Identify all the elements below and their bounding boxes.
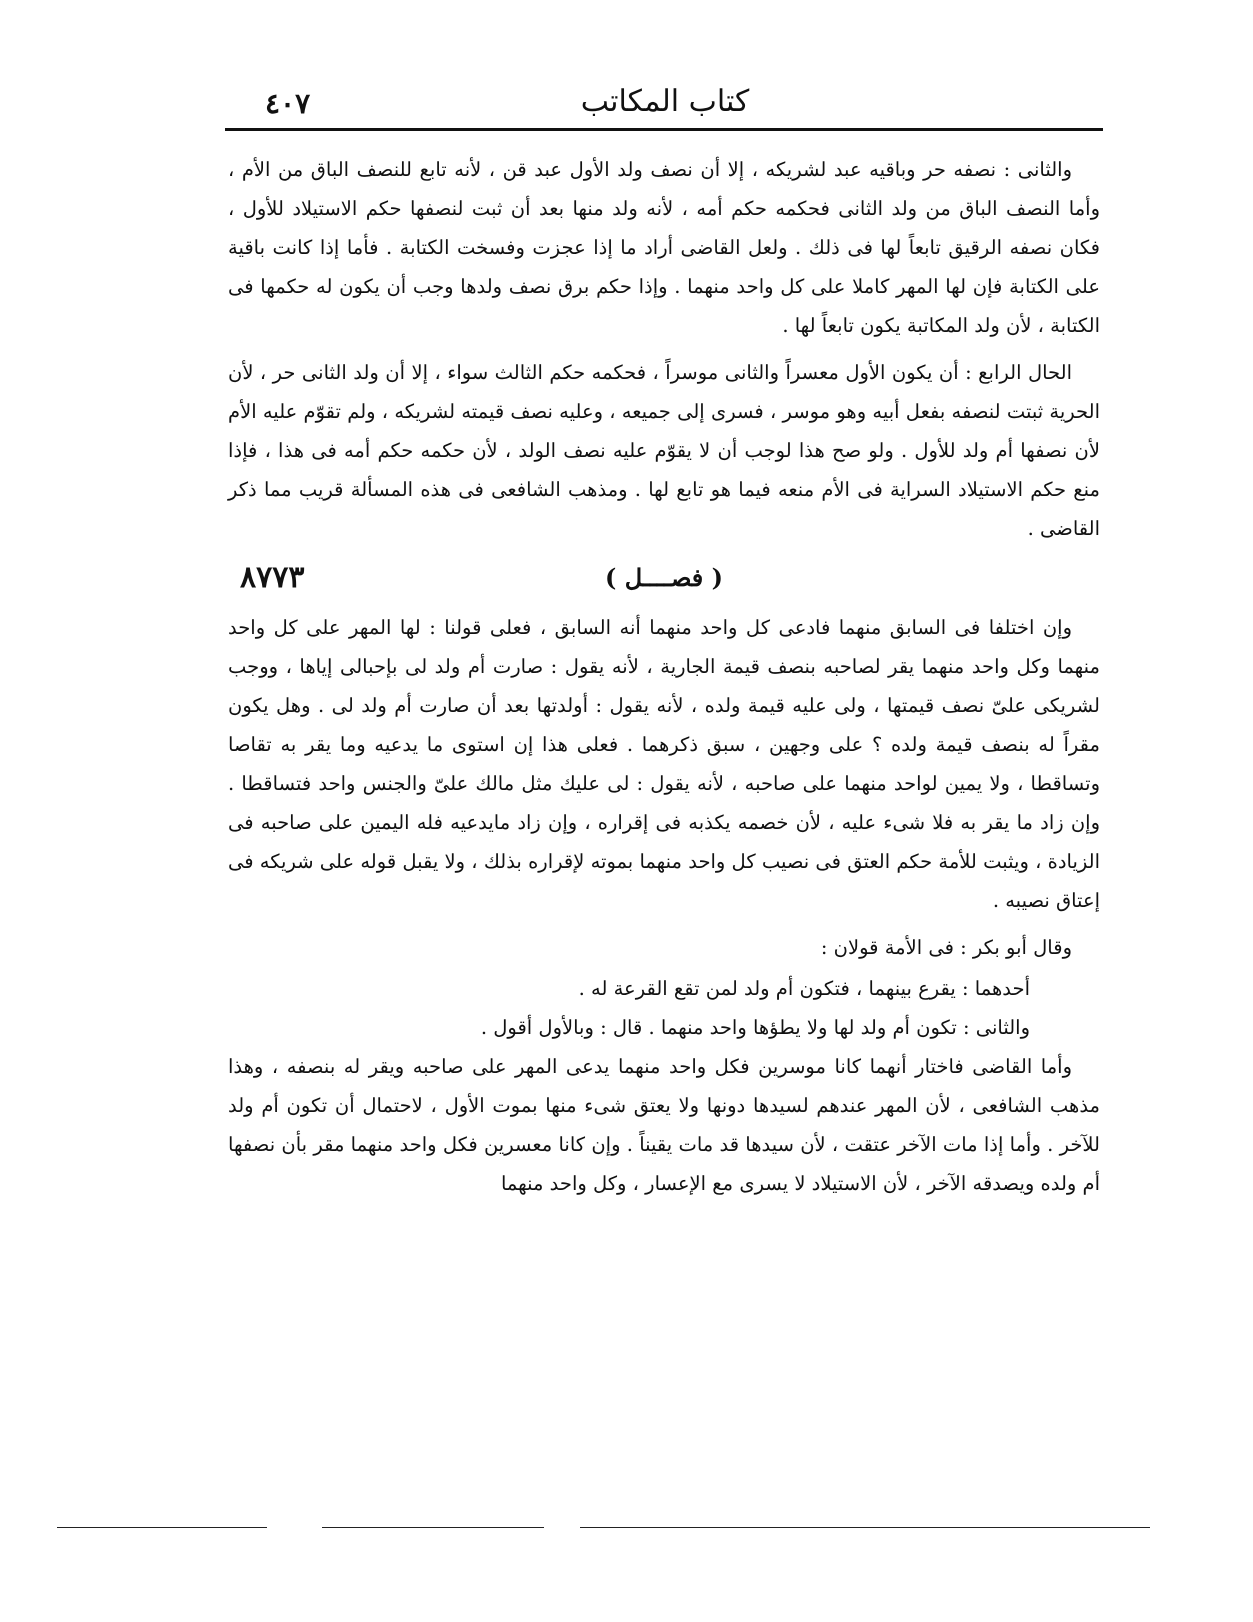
indented-line: والثانى : تكون أم ولد لها ولا يطؤها واحد منهما . قال : وبالأول أقول . [480, 1016, 1030, 1039]
header-divider [225, 128, 1103, 131]
section-title: ( فصــــل ) [604, 563, 723, 592]
paragraph: الحال الرابع : أن يكون الأول معسراً والثانى موسراً ، فحكمه حكم الثالث سواء ، إلا أن ولد الثانى حر ، لأن الحرية ثبتت لنصفه بفعل أبيه وهو موسر ، فسرى إلى جميعه ، وعليه نصف قيمته لشريكه ، ولم تقوّم عليه الأم لأن نصفها أم ولد للأول . ولو صح هذا لوجب أن لا يقوّم عليه نصف الولد ، لأن حكمه حكم أمه فى هذا ، فإذا منع حكم الاستيلاد السراية فى الأم منعه فيما هو تابع لها . ومذهب الشافعى فى هذه المسألة قريب مما ذكر القاضى . [228, 361, 1100, 540]
indented-line: أحدهما : يقرع بينهما ، فتكون أم ولد لمن تقع القرعة له . [578, 977, 1030, 1000]
page-header [225, 82, 1105, 126]
paragraph: والثانى : نصفه حر وباقيه عبد لشريكه ، إلا أن نصف ولد الأول عبد قن ، لأنه تابع للنصف الباق من الأم ، وأما النصف الباق من ولد الثانى فحكمه حكم أمه ، لأنه ولد منها بعد أن ثبت لنصفها حكم الاستيلاد للأول ، فكان نصفه الرقيق تابعاً لها فى ذلك . ولعل القاضى أراد ما إذا عجزت وفسخت الكتابة . فأما إذا كانت باقية على الكتابة فإن لها المهر كاملا على كل واحد منهما . وإذا حكم برق نصف ولدها وجب أن يكون له حكمها فى الكتابة ، لأن ولد المكاتبة يكون تابعاً لها . [228, 158, 1100, 337]
footer-rule [57, 1527, 267, 1528]
paragraph: وقال أبو بكر : فى الأمة قولان : [820, 936, 1072, 959]
page-number: ٤٠٧ [265, 87, 311, 120]
main-text [228, 150, 1100, 1211]
section-heading [228, 556, 1100, 602]
paragraph: وأما القاضى فاختار أنهما كانا موسرين فكل واحد منهما يدعى المهر على صاحبه ويقر له بنصفه ، وهذا مذهب الشافعى ، لأن المهر عندهم لسيدها دونها ولا يعتق شىء منها بموت الأول ، لاحتمال أن تكون أم ولد للآخر . وأما إذا مات الآخر عتقت ، لأن سيدها قد مات يقيناً . وإن كانا معسرين فكل واحد منهما مقر بأن نصفها أم ولده ويصدقه الآخر ، لأن الاستيلاد لا يسرى مع الإعسار ، وكل واحد منهما [228, 1055, 1100, 1195]
footer-rule [322, 1527, 544, 1528]
section-number: ٨٧٧٣ [240, 560, 305, 595]
paragraph: وإن اختلفا فى السابق منهما فادعى كل واحد منهما أنه السابق ، فعلى قولنا : لها المهر على كل واحد منهما وكل واحد منهما يقر لصاحبه بنصف قيمة الجارية ، لأنه يقول : صارت أم ولد لى بإحبالى إياها ، ووجب لشريكى علىّ نصف قيمتها ، ولى عليه قيمة ولده ، لأنه يقول : أولدتها بعد أن صارت أم ولد لى . وهل يكون مقراً له بنصف قيمة ولده ؟ على وجهين ، سبق ذكرهما . فعلى هذا إن استوى ما يدعيه وما يقر به تقاصا وتساقطا ، ولا يمين لواحد منهما على صاحبه ، لأنه يقول : لى عليك مثل مالك علىّ والجنس واحد فتساقطا . وإن زاد ما يقر به فلا شىء عليه ، لأن خصمه يكذبه فى إقراره ، وإن زاد مايدعيه فله اليمين على صاحبه فى الزيادة ، ويثبت للأمة حكم العتق فى نصيب كل واحد منهما بموته لإقراره بذلك ، ولا يقبل قوله على شريكه فى إعتاق نصيبه . [228, 616, 1100, 912]
footer-rule [580, 1527, 1150, 1528]
chapter-title: كتاب المكاتب [580, 84, 750, 119]
